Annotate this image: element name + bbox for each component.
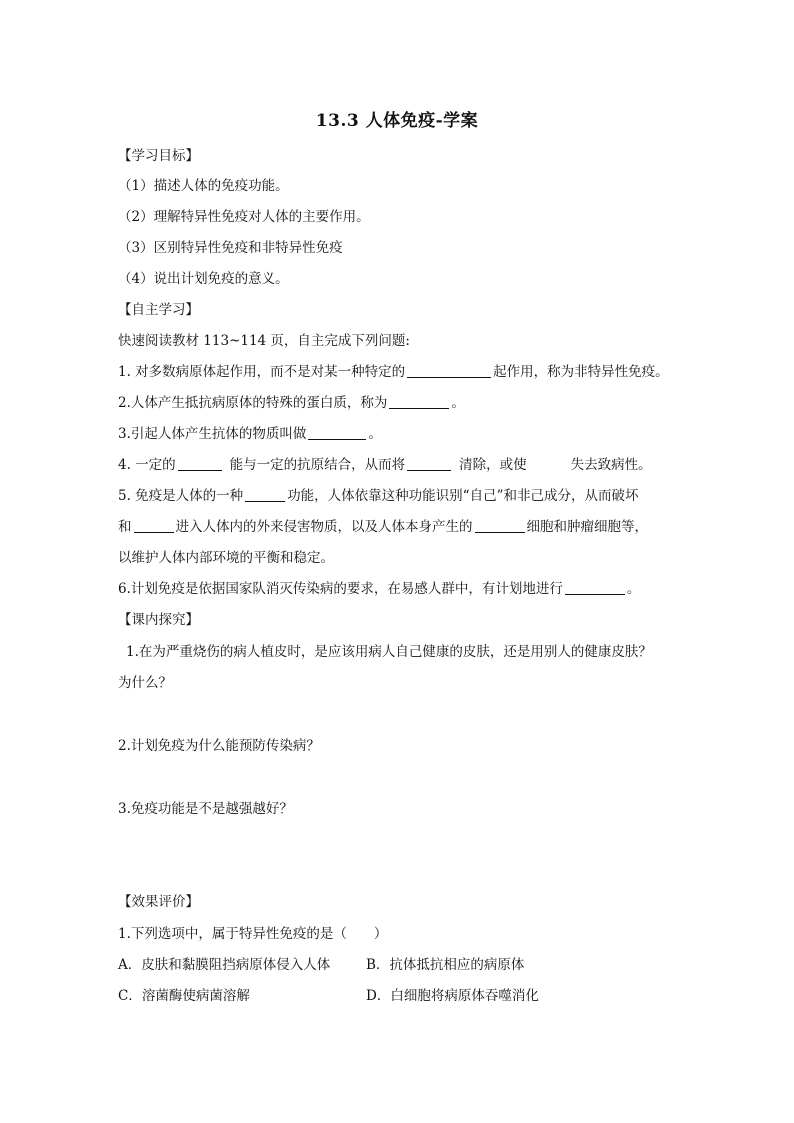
option-c: C．溶菌酶使病菌溶解 (118, 988, 250, 1004)
q6-text-b: 。 (626, 581, 641, 597)
fill-blank (565, 580, 625, 595)
option-b: B．抗体抵抗相应的病原体 (366, 957, 525, 973)
fill-blank (178, 456, 222, 471)
goals-heading: 【学习目标】 (118, 148, 199, 164)
q4-text-d: 失去致病性。 (570, 457, 652, 473)
q5-text-e: 细胞和肿瘤细胞等， (526, 519, 648, 535)
self-study-question-5-line-3: 以维护人体内部环境的平衡和稳定。 (118, 550, 334, 566)
q5-text-d: 进入人体内的外来侵害物质，以及人体本身产生的 (175, 519, 473, 535)
goal-item-4: （4）说出计划免疫的意义。 (118, 271, 289, 287)
self-study-question-1 (118, 362, 669, 382)
fill-blank (389, 394, 449, 409)
q5-text-c: 和 (118, 519, 132, 535)
q6-text-a: 6.计划免疫是依据国家队消灭传染病的要求，在易感人群中，有计划地进行 (118, 581, 563, 597)
inquiry-question-2: 2.计划免疫为什么能预防传染病？ (118, 738, 320, 754)
goal-item-1: （1）描述人体的免疫功能。 (118, 178, 289, 194)
q4-text-c: 清除，或使 (459, 457, 527, 473)
evaluation-question-1: 1.下列选项中，属于特异性免疫的是（ ） (118, 926, 388, 942)
q3-text-a: 3.引起人体产生抗体的物质叫做 (118, 426, 307, 442)
fill-blank (245, 487, 285, 502)
goal-item-2: （2）理解特异性免疫对人体的主要作用。 (118, 209, 370, 225)
self-study-question-5-line-1 (118, 486, 638, 506)
inquiry-question-1-line-2: 为什么？ (118, 675, 172, 691)
q4-text-b: 能与一定的抗原结合，从而将 (229, 457, 406, 473)
self-study-question-2 (118, 393, 465, 413)
fill-blank (134, 518, 174, 533)
q1-text-a: 1. 对多数病原体起作用，而不是对某一种特定的 (118, 364, 406, 380)
self-study-question-5-line-2 (118, 517, 648, 537)
q4-text-a: 4. 一定的 (118, 457, 176, 473)
fill-blank (407, 363, 491, 378)
q2-text-a: 2.人体产生抵抗病原体的特殊的蛋白质，称为 (118, 395, 388, 411)
fill-blank (475, 518, 525, 533)
evaluation-heading: 【效果评价】 (118, 894, 199, 910)
self-study-heading: 【自主学习】 (118, 302, 199, 318)
self-study-question-6 (118, 579, 640, 599)
inquiry-heading: 【课内探究】 (118, 612, 199, 628)
self-study-intro: 快速阅读教材 113~114 页，自主完成下列问题: (118, 333, 410, 349)
fill-blank (407, 456, 451, 471)
q5-text-b: 功能，人体依靠这种功能识别“自己”和非己成分，从而破坏 (287, 488, 639, 504)
page-title: 13.3 人体免疫-学案 (315, 111, 479, 131)
q1-text-b: 起作用，称为非特异性免疫。 (493, 364, 669, 380)
q3-text-b: 。 (368, 426, 382, 442)
option-d: D．白细胞将病原体吞噬消化 (366, 988, 539, 1004)
inquiry-question-1-line-1: 1.在为严重烧伤的病人植皮时，是应该用病人自己健康的皮肤，还是用别人的健康皮肤？ (126, 644, 652, 660)
self-study-question-3 (118, 424, 382, 444)
q2-text-b: 。 (451, 395, 465, 411)
q5-text-a: 5. 免疫是人体的一种 (118, 488, 244, 504)
option-a: A．皮肤和黏膜阻挡病原体侵入人体 (118, 957, 331, 973)
self-study-question-4 (118, 455, 652, 475)
inquiry-question-3: 3.免疫功能是不是越强越好？ (118, 801, 293, 817)
fill-blank (308, 425, 366, 440)
goal-item-3: （3）区别特异性免疫和非特异性免疫 (118, 240, 343, 256)
